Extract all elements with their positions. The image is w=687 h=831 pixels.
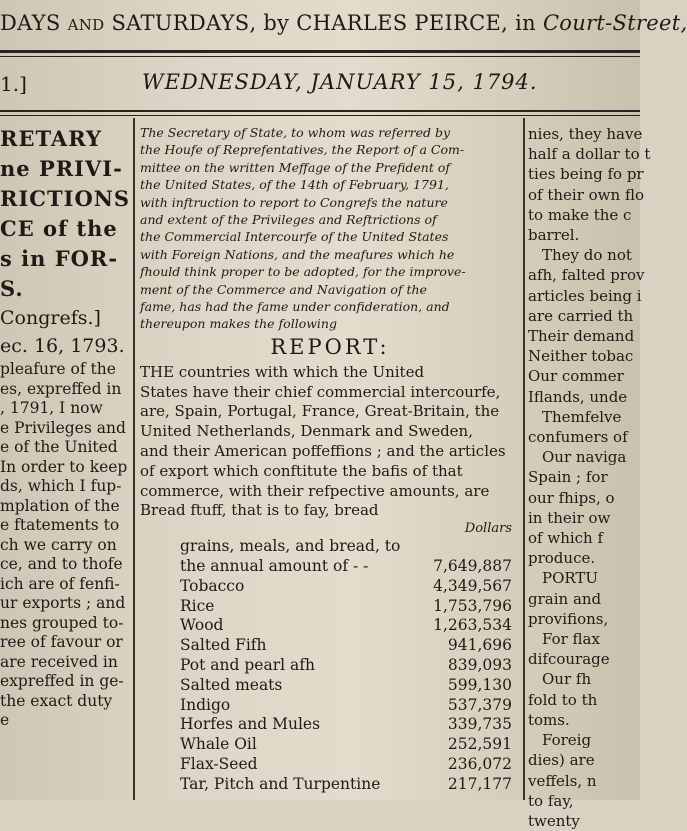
left-text-line: ree of favour or bbox=[0, 633, 123, 651]
table-row bbox=[140, 577, 520, 597]
export-item: Salted Fifh bbox=[180, 636, 267, 655]
dateline-rule-thin bbox=[0, 115, 640, 116]
left-heading-line: RETARY bbox=[0, 126, 103, 151]
right-text-line: Spain ; for bbox=[528, 468, 608, 487]
export-amount: 839,093 bbox=[447, 656, 512, 675]
table-row bbox=[140, 557, 520, 577]
intro-line: the United States, of the 14th of February, 1791, bbox=[140, 177, 449, 193]
table-row bbox=[140, 597, 520, 617]
intro-line: thereupon makes the following bbox=[140, 316, 337, 332]
left-text-line: the exact duty bbox=[0, 691, 113, 710]
export-amount bbox=[425, 537, 520, 557]
left-text-line: ds, which I fup- bbox=[0, 477, 122, 495]
left-text-line: ce, and to thofe bbox=[0, 555, 123, 573]
right-text-line: Our naviga bbox=[542, 448, 627, 467]
right-text-line: Neither tobac bbox=[528, 347, 634, 366]
right-body-text bbox=[528, 124, 651, 831]
left-column bbox=[0, 124, 131, 800]
left-text-line: ch we carry on bbox=[0, 535, 117, 554]
right-text-line: afh, falted prov bbox=[528, 266, 645, 285]
right-text-line: Foreig bbox=[542, 731, 592, 750]
exports-table-header bbox=[140, 521, 520, 537]
report-introduction bbox=[140, 124, 520, 333]
table-row bbox=[140, 775, 520, 795]
right-text-line: nies, they have bbox=[528, 125, 643, 143]
export-item: Wood bbox=[180, 616, 224, 635]
right-text-line: PORTU bbox=[542, 569, 599, 588]
right-text-line: in their ow bbox=[528, 508, 611, 527]
right-text-line: Our fh bbox=[542, 670, 592, 689]
right-text-line: to fay, bbox=[528, 791, 574, 810]
right-text-line: difcourage bbox=[528, 650, 610, 669]
table-row bbox=[140, 715, 520, 735]
export-amount: 217,177 bbox=[447, 774, 512, 793]
issue-number: 1.] bbox=[0, 72, 27, 96]
left-text-line: ich are of fenfi- bbox=[0, 574, 120, 593]
export-item: Salted meats bbox=[180, 675, 283, 694]
left-text-line: pleafure of the bbox=[0, 360, 116, 378]
export-amount: 4,349,567 bbox=[433, 576, 512, 595]
table-row bbox=[140, 755, 520, 775]
dollars-header: Dollars bbox=[464, 521, 512, 537]
dateline bbox=[0, 62, 640, 106]
column-divider-right bbox=[523, 118, 525, 800]
masthead-rule-thin bbox=[0, 56, 640, 57]
export-item: Indigo bbox=[180, 695, 231, 714]
intro-line: fhould think proper to be adopted, for the improve- bbox=[140, 264, 466, 280]
report-text-line: commerce, with their refpective amounts, are bbox=[140, 481, 490, 500]
right-text-line: toms. bbox=[528, 710, 570, 729]
masthead-saturdays: SATURDAYS bbox=[111, 11, 250, 35]
left-subheading-line: Congrefs.] bbox=[0, 307, 101, 329]
report-title: REPORT: bbox=[270, 334, 390, 359]
intro-line: ment of the Commerce and Navigation of the bbox=[140, 281, 427, 297]
right-text-line: confumers of bbox=[528, 428, 628, 447]
left-text-line: , 1791, I now bbox=[0, 399, 103, 417]
export-item: Tobacco bbox=[180, 576, 245, 595]
right-text-line: provifions, bbox=[528, 609, 609, 628]
export-amount: 7,649,887 bbox=[433, 557, 512, 576]
export-amount: 941,696 bbox=[447, 636, 512, 655]
intro-line: the Commercial Intercourfe of the United States bbox=[140, 229, 449, 245]
left-text-line: ur exports ; and bbox=[0, 594, 126, 612]
table-row bbox=[140, 676, 520, 696]
export-amount: 537,379 bbox=[447, 695, 512, 714]
report-text-line: Bread ftuff, that is to fay, bread bbox=[140, 501, 379, 520]
left-heading-line: ne PRIVI- bbox=[0, 156, 123, 181]
right-text-line: veffels, n bbox=[528, 771, 597, 790]
export-amount: 1,753,796 bbox=[433, 596, 512, 615]
left-text-line: e of the United bbox=[0, 438, 118, 456]
report-text-line: THE countries with which the United bbox=[140, 362, 425, 381]
right-text-line: are carried th bbox=[528, 306, 634, 325]
export-amount: 599,130 bbox=[447, 675, 512, 694]
right-text-line: ties being fo pr bbox=[528, 165, 644, 184]
left-text-line: mplation of the bbox=[0, 496, 120, 515]
table-row bbox=[140, 656, 520, 676]
right-text-line: of which f bbox=[528, 529, 604, 548]
export-item: Flax-Seed bbox=[180, 755, 258, 774]
intro-line: with Foreign Nations, and the meafures which he bbox=[140, 246, 455, 262]
right-text-line: barrel. bbox=[528, 226, 580, 245]
export-amount: 1,263,534 bbox=[433, 616, 512, 635]
export-item: grains, meals, and bread, to bbox=[180, 537, 401, 556]
intro-line: with inftruction to report to Congrefs the nature bbox=[140, 194, 448, 210]
right-text-line: to make the c bbox=[528, 205, 632, 224]
right-text-line: For flax bbox=[542, 630, 600, 649]
right-text-line: articles being i bbox=[528, 286, 642, 305]
report-text-line: and their American poffeffions ; and the articles bbox=[140, 442, 506, 461]
left-text-line: e ftatements to bbox=[0, 516, 120, 534]
right-text-line: Our commer bbox=[528, 367, 624, 386]
left-heading-line: CE of the bbox=[0, 216, 118, 241]
report-text-line: of export which conftitute the bafis of that bbox=[140, 461, 463, 480]
right-text-line: half a dollar to t bbox=[528, 145, 651, 164]
middle-column bbox=[140, 124, 520, 800]
right-text-line: Themfelve bbox=[542, 407, 622, 426]
report-text-line: States have their chief commercial intercourfe, bbox=[140, 382, 501, 401]
export-amount: 252,591 bbox=[447, 735, 512, 754]
report-text-line: are, Spain, Portugal, France, Great-Britain, the bbox=[140, 402, 500, 421]
issue-date: WEDNESDAY, JANUARY 15, 1794. bbox=[142, 70, 538, 94]
right-column bbox=[528, 124, 651, 830]
table-row bbox=[140, 696, 520, 716]
intro-line: The Secretary of State, to whom was referred by bbox=[140, 125, 451, 140]
left-text-line: are received in bbox=[0, 652, 118, 671]
export-item: Tar, Pitch and Turpentine bbox=[180, 774, 381, 793]
masthead-rule-top bbox=[0, 50, 640, 53]
exports-table bbox=[140, 521, 520, 794]
right-text-line: produce. bbox=[528, 549, 596, 568]
intro-line: the Houfe of Reprefentatives, the Report of a Com- bbox=[140, 142, 465, 158]
left-text-line: e bbox=[0, 711, 10, 729]
right-text-line: of their own flo bbox=[528, 185, 644, 204]
export-item: Pot and pearl afh bbox=[180, 656, 315, 675]
left-subheading-line: ec. 16, 1793. bbox=[0, 335, 125, 357]
left-heading-line: s in FOR- bbox=[0, 246, 119, 271]
left-subheading bbox=[0, 304, 128, 360]
left-heading-line: RICTIONS bbox=[0, 186, 131, 211]
dateline-rule bbox=[0, 110, 640, 112]
masthead bbox=[0, 0, 687, 46]
table-row bbox=[140, 537, 520, 557]
report-text-line: United Netherlands, Denmark and Sweden, bbox=[140, 422, 473, 441]
left-text-line: e Privileges and bbox=[0, 418, 126, 437]
right-text-line: Iflands, unde bbox=[528, 387, 628, 406]
table-row bbox=[140, 735, 520, 755]
export-item: Rice bbox=[180, 596, 215, 615]
export-amount: 339,735 bbox=[447, 715, 512, 734]
export-item: Whale Oil bbox=[180, 735, 257, 754]
table-row bbox=[140, 616, 520, 636]
left-text-line: nes grouped to- bbox=[0, 613, 124, 632]
right-text-line: grain and bbox=[528, 589, 602, 608]
left-text-line: es, expreffed in bbox=[0, 379, 122, 398]
export-amount: 236,072 bbox=[447, 755, 512, 774]
export-item: the annual amount of - - bbox=[180, 557, 369, 576]
intro-line: mittee on the written Meffage of the Prefident of bbox=[140, 159, 450, 175]
masthead-publisher: , by CHARLES PEIRCE, in bbox=[249, 11, 543, 35]
left-heading-line: S. bbox=[0, 276, 24, 301]
masthead-days-part: DAYS and bbox=[0, 11, 112, 35]
left-text-line: expreffed in ge- bbox=[0, 672, 124, 690]
report-body bbox=[140, 363, 520, 521]
right-text-line: fold to th bbox=[528, 690, 598, 709]
column-divider-left bbox=[133, 118, 135, 800]
left-body-text bbox=[0, 360, 128, 731]
table-row bbox=[140, 636, 520, 656]
export-item: Horfes and Mules bbox=[180, 715, 321, 734]
right-text-line: dies) are bbox=[528, 751, 595, 770]
right-text-line: twenty bbox=[528, 811, 580, 830]
intro-line: fame, has had the fame under confideration, and bbox=[140, 299, 450, 315]
right-text-line: our fhips, o bbox=[528, 488, 615, 507]
left-text-line: In order to keep bbox=[0, 457, 128, 476]
masthead-location: Court-Street, bbox=[542, 11, 687, 35]
intro-line: and extent of the Privileges and Reftrictions of bbox=[140, 212, 437, 228]
right-text-line: They do not bbox=[542, 246, 632, 265]
left-heading bbox=[0, 124, 131, 304]
right-text-line: Their demand bbox=[528, 327, 635, 346]
